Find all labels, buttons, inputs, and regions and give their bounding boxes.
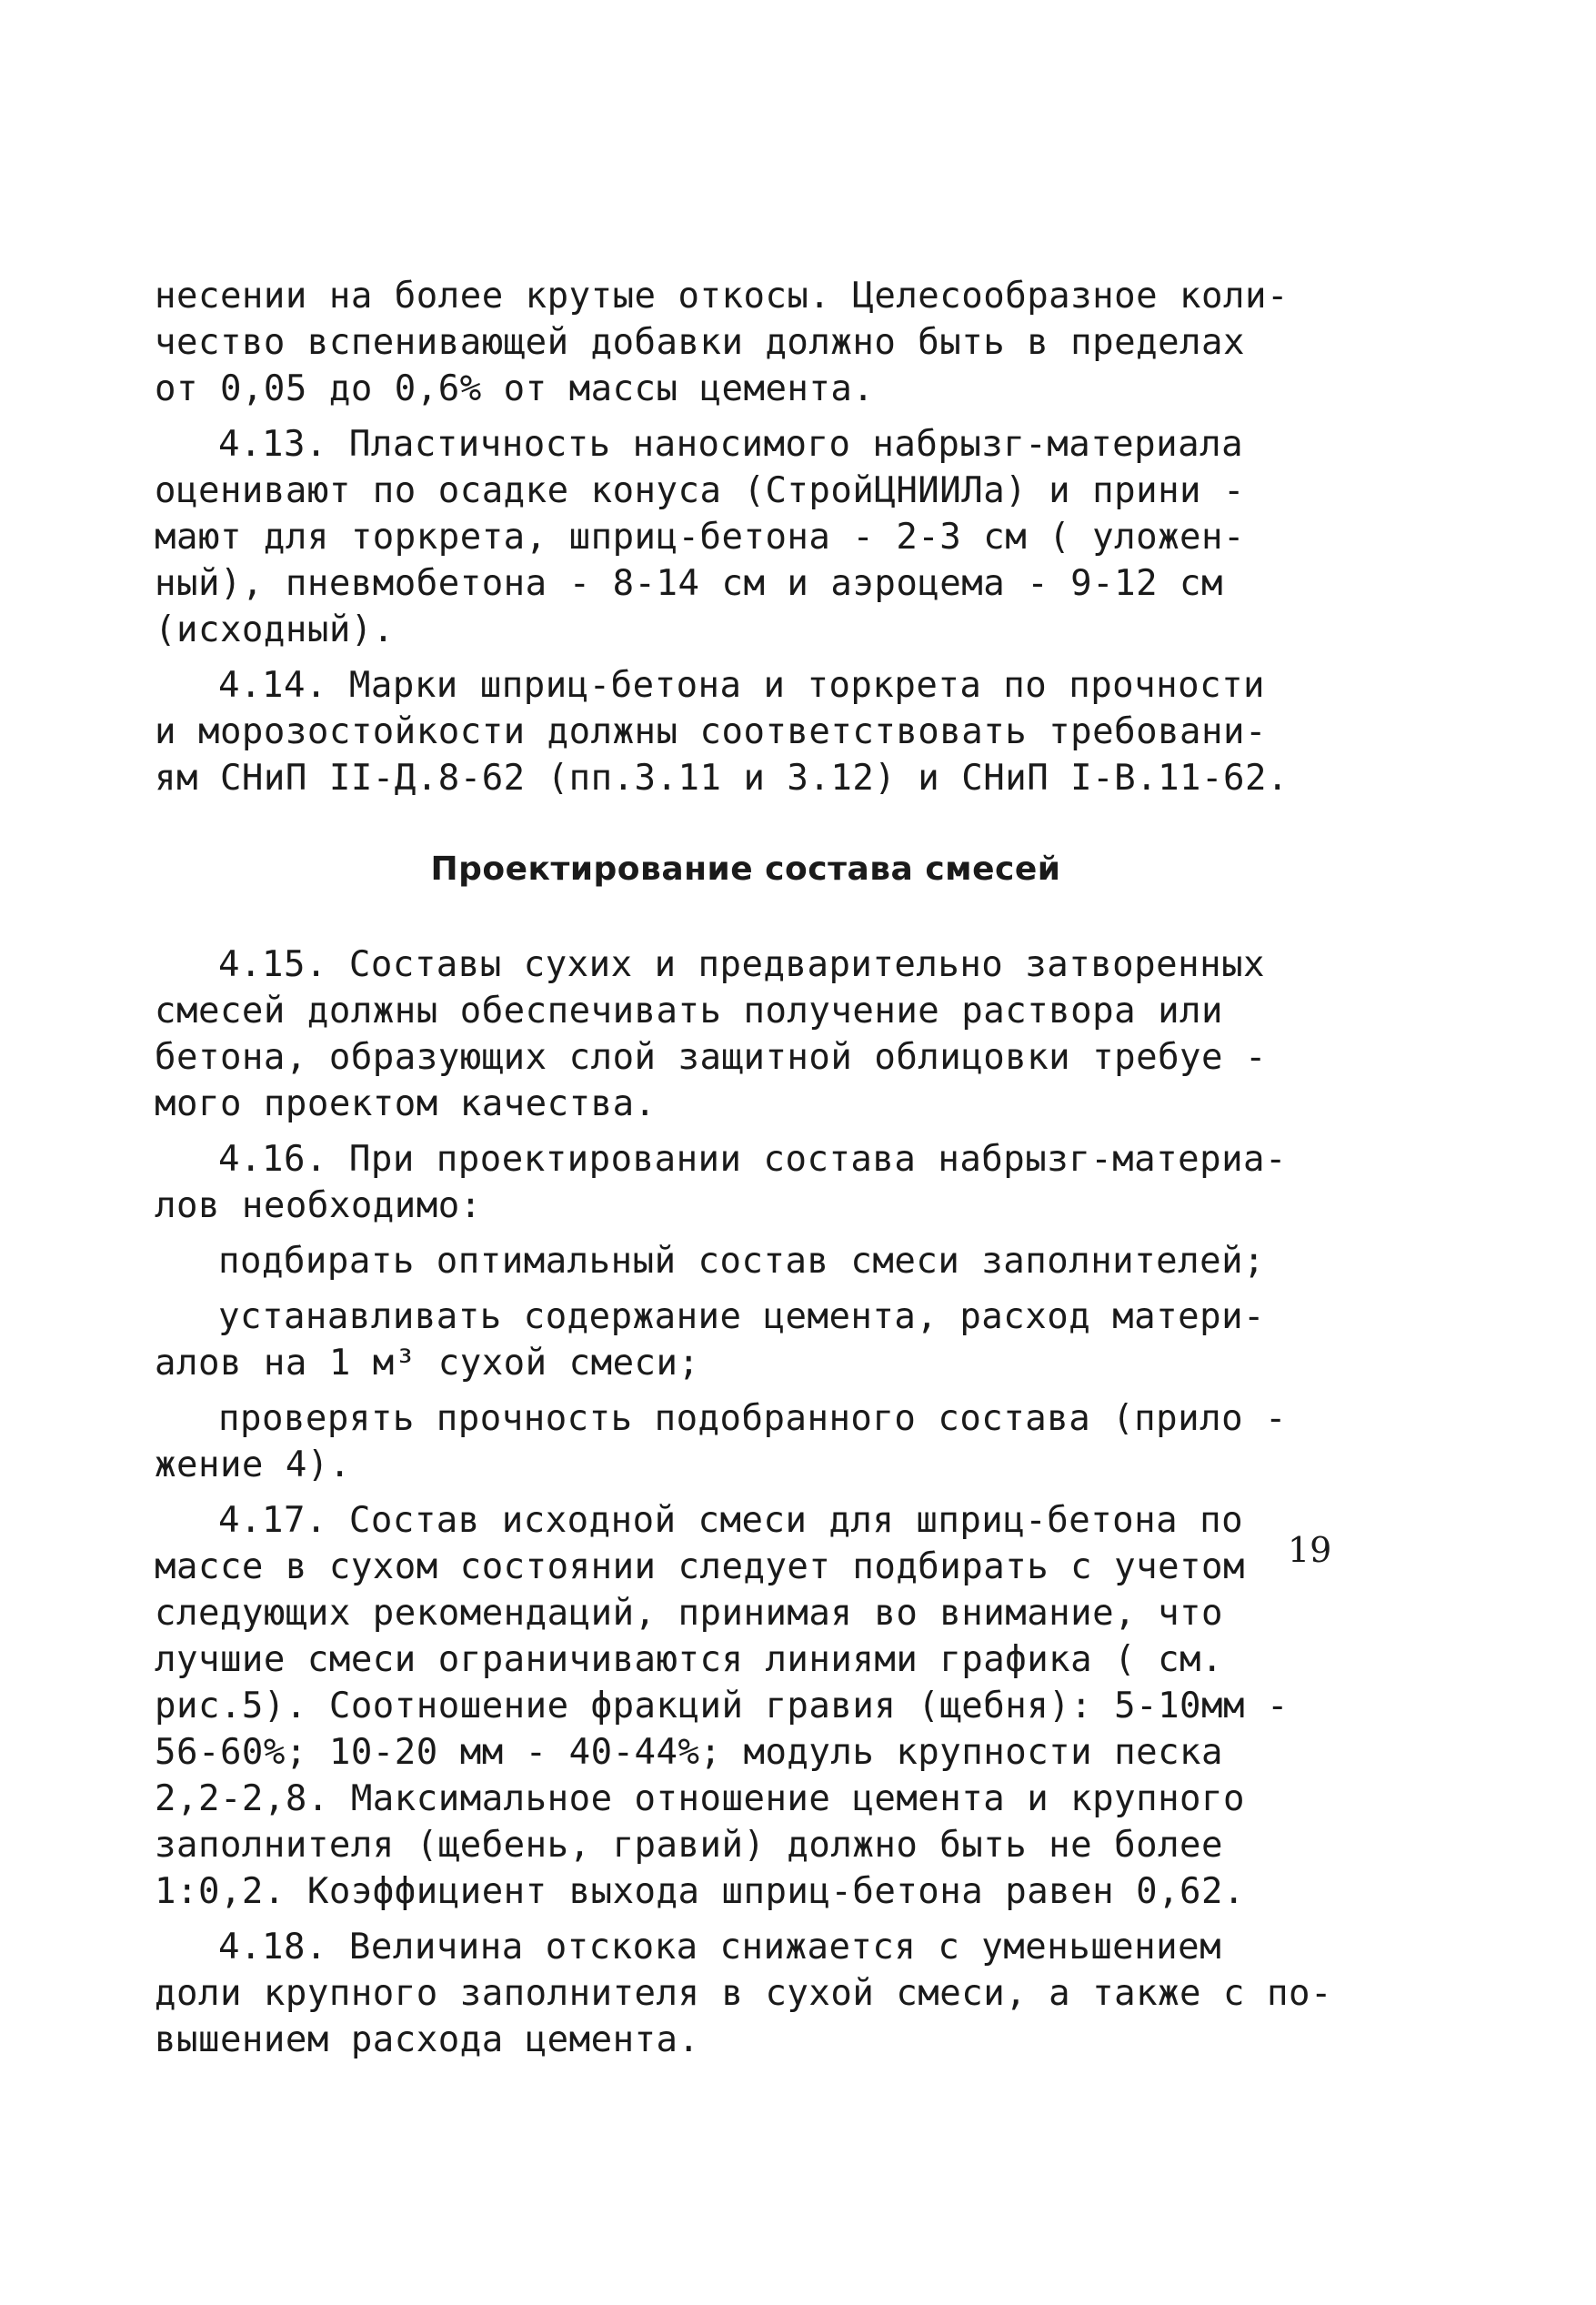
text-line: 56-60%; 10-20 мм - 40-44%; модуль крупности песка bbox=[155, 1732, 1224, 1773]
text-line: следующих рекомендаций, принимая во внимание, что bbox=[155, 1593, 1224, 1634]
paragraph-continuation bbox=[155, 273, 1337, 412]
text-line: алов на 1 м³ сухой смеси; bbox=[155, 1343, 700, 1384]
text-line: 2,2-2,8. Максимальное отношение цемента и крупного bbox=[155, 1778, 1245, 1819]
text-line: массе в сухом состоянии следует подбирать с учетом bbox=[155, 1546, 1245, 1587]
text-line: мают для торкрета, шприц-бетона - 2-3 см ( уложен- bbox=[155, 517, 1245, 558]
paragraph-4-17 bbox=[155, 1497, 1337, 1915]
text-line: 4.13. Пластичность наносимого набрызг-материала bbox=[218, 424, 1244, 465]
section-heading: Проектирование состава смесей bbox=[430, 851, 1061, 888]
text-line: мого проектом качества. bbox=[155, 1083, 657, 1124]
paragraph-4-16 bbox=[155, 1136, 1337, 1229]
document-page bbox=[155, 273, 1337, 2063]
list-item bbox=[155, 1395, 1337, 1488]
text-line: 4.15. Составы сухих и предварительно затворенных bbox=[218, 944, 1266, 985]
text-line: 1:0,2. Коэффициент выхода шприц-бетона равен 0,62. bbox=[155, 1871, 1245, 1912]
text-line: жение 4). bbox=[155, 1444, 351, 1485]
text-line: рис.5). Соотношение фракций гравия (щебня): 5-10мм - bbox=[155, 1686, 1289, 1726]
text-line: несении на более крутые откосы. Целесообразное коли- bbox=[155, 276, 1289, 317]
text-line: бетона, образующих слой защитной облицовки требуе - bbox=[155, 1037, 1267, 1078]
text-line: ный), пневмобетона - 8-14 см и аэроцема - 9-12 см bbox=[155, 563, 1224, 604]
text-line: чество вспенивающей добавки должно быть в пределах bbox=[155, 322, 1245, 363]
text-line: от 0,05 до 0,6% от массы цемента. bbox=[155, 368, 875, 409]
list-item bbox=[155, 1293, 1337, 1386]
text-line: подбирать оптимальный состав смеси заполнителей; bbox=[218, 1241, 1266, 1282]
text-line: смесей должны обеспечивать получение раствора или bbox=[155, 991, 1224, 1032]
text-line: 4.17. Состав исходной смеси для шприц-бетона по bbox=[218, 1500, 1244, 1541]
list-item bbox=[155, 1238, 1337, 1284]
text-line: 4.18. Величина отскока снижается с уменьшением bbox=[218, 1927, 1222, 1968]
text-line: устанавливать содержание цемента, расход матери- bbox=[218, 1296, 1266, 1337]
text-line: ям СНиП II-Д.8-62 (пп.3.11 и 3.12) и СНиП I-В.11-62. bbox=[155, 758, 1289, 799]
text-line: доли крупного заполнителя в сухой смеси, а также с по- bbox=[155, 1973, 1332, 2014]
text-line: лучшие смеси ограничиваются линиями графика ( см. bbox=[155, 1639, 1224, 1680]
text-line: оценивают по осадке конуса (СтройЦНИИЛа) и прини - bbox=[155, 470, 1245, 511]
text-line: лов необходимо: bbox=[155, 1185, 482, 1226]
paragraph-4-13 bbox=[155, 421, 1337, 653]
text-line: 4.16. При проектировании состава набрызг-материа- bbox=[218, 1139, 1288, 1180]
paragraph-4-14 bbox=[155, 662, 1337, 801]
text-line: (исходный). bbox=[155, 609, 395, 650]
text-line: и морозостойкости должны соответствовать требовани- bbox=[155, 711, 1267, 752]
paragraph-4-15 bbox=[155, 941, 1337, 1127]
text-line: вышением расхода цемента. bbox=[155, 2019, 700, 2060]
page-number: 19 bbox=[1288, 1530, 1332, 1570]
text-line: заполнителя (щебень, гравий) должно быть не более bbox=[155, 1825, 1224, 1866]
text-line: 4.14. Марки шприц-бетона и торкрета по прочности bbox=[218, 665, 1266, 706]
text-line: проверять прочность подобранного состава (прило - bbox=[218, 1398, 1288, 1439]
paragraph-4-18 bbox=[155, 1924, 1337, 2063]
